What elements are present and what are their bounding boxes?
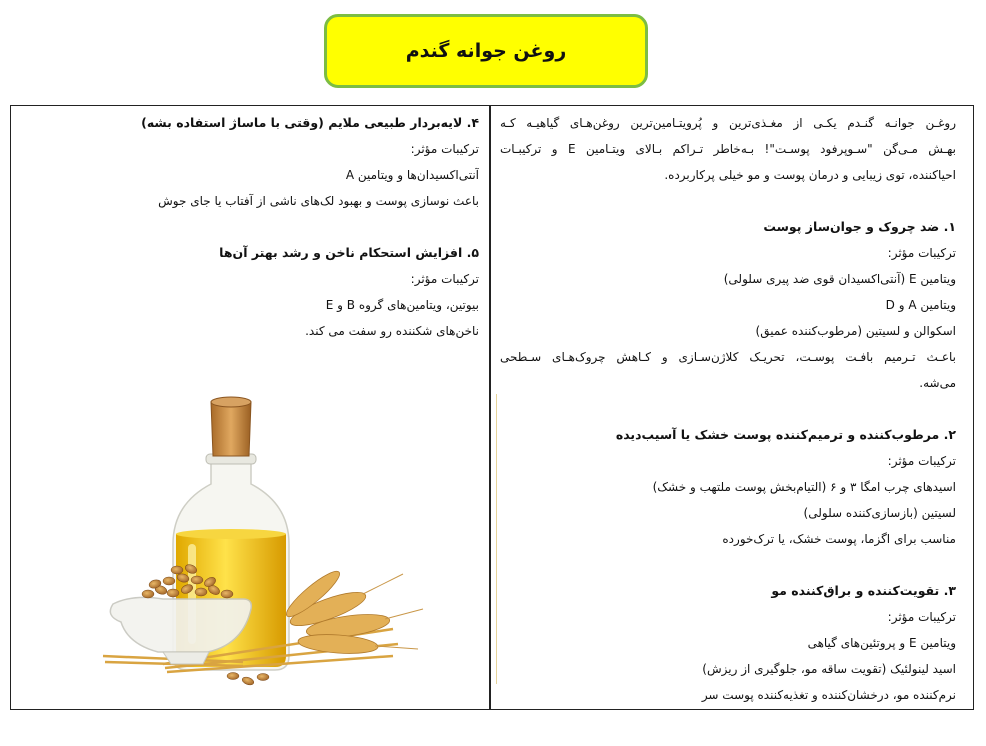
section-label: ترکیبات مؤثر: [887, 246, 956, 260]
section-line: لسیتین (بازسازی‌کننده سلولی) [803, 506, 956, 520]
intro-line: بهـش مـی‌گن "سـوپرفود پوسـت"! بـه‌خاطر تـراکم بـالای ویتـامین E و ترکیبـات [500, 142, 956, 156]
right-column [492, 106, 970, 708]
page-title: روغن جوانه گندم [405, 40, 567, 62]
section-heading: ۳. تقویت‌کننده و براق‌کننده مو [771, 583, 956, 598]
section-line: اسکوالن و لسیتین (مرطوب‌کننده عمیق) [755, 324, 956, 338]
intro-line: احیاکننده، توی زیبایی و درمان پوست و مو خیلی پرکاربرده. [664, 168, 956, 182]
section-line: باعث نوسازی پوست و بهبود لک‌های ناشی از آفتاب یا جای جوش [158, 194, 479, 208]
section-line: ناخن‌های شکننده رو سفت می کند. [305, 324, 479, 338]
section-heading: ۵. افزایش استحکام ناخن و رشد بهتر آن‌ها [219, 245, 479, 260]
section-line: اسید لینولئیک (تقویت ساقه مو، جلوگیری از ریزش) [702, 662, 956, 676]
section-line: آنتی‌اکسیدان‌ها و ویتامین A [345, 168, 479, 182]
section-label: ترکیبات مؤثر: [410, 272, 479, 286]
left-column [11, 106, 487, 344]
section-line: ویتامین E (آنتی‌اکسیدان قوی ضد پیری سلولی) [723, 272, 956, 286]
section-line: ویتامین E و پروتئین‌های گیاهی [807, 636, 956, 650]
section-line: می‌شه. [919, 376, 956, 390]
wheat-germ-oil-image [93, 394, 433, 694]
content-table [10, 105, 974, 710]
section-label: ترکیبات مؤثر: [887, 610, 956, 624]
section-line: نرم‌کننده مو، درخشان‌کننده و تغذیه‌کننده پوست سر [701, 688, 956, 702]
oil-bottle-icon [93, 394, 433, 694]
intro-line: روغـن جوانـه گنـدم یکـی از مغـذی‌ترین و پُرویتـامین‌ترین روغن‌هـای گیاهیـه کـه [500, 116, 956, 130]
title-box [324, 14, 648, 88]
section-line: بیوتین، ویتامین‌های گروه B و E [325, 298, 479, 312]
section-label: ترکیبات مؤثر: [410, 142, 479, 156]
section-line: باعـث تـرمیم بافـت پوسـت، تحریـک کلاژن‌سـازی و کـاهش چروک‌هـای سـطحی [500, 350, 956, 364]
section-line: اسیدهای چرب امگا ۳ و ۶ (التیام‌بخش پوست ملتهب و خشک) [652, 480, 956, 494]
section-label: ترکیبات مؤثر: [887, 454, 956, 468]
image-edge-line [496, 394, 497, 684]
section-line: ویتامین A و D [885, 298, 956, 312]
section-heading: ۴. لایه‌بردار طبیعی ملایم (وقتی با ماساژ استفاده بشه) [141, 115, 479, 130]
column-divider [489, 106, 491, 709]
section-heading: ۲. مرطوب‌کننده و ترمیم‌کننده پوست خشک یا آسیب‌دیده [615, 427, 956, 442]
section-line: مناسب برای اگزما، پوست خشک، یا ترک‌خورده [722, 532, 956, 546]
section-heading: ۱. ضد چروک و جوان‌ساز پوست [763, 219, 956, 234]
